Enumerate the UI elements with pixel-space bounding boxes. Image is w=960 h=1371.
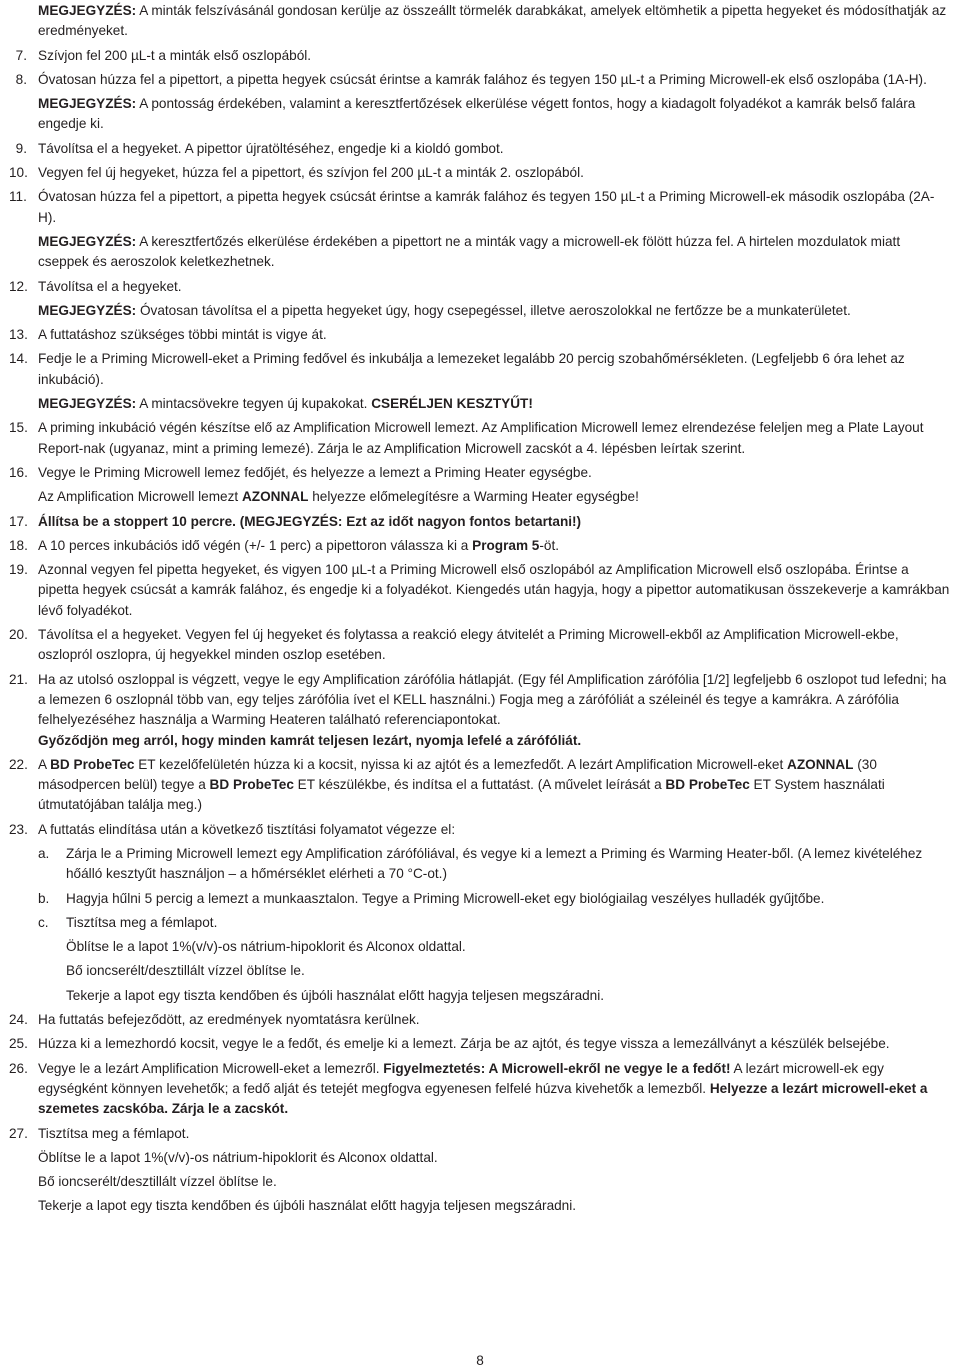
step-16-continuation (0, 487, 960, 507)
substep-detail: Bő ioncserélt/desztillált vízzel öblítse le. (66, 963, 305, 979)
step-text: Szívjon fel 200 µL-t a minták első oszlopából. (38, 47, 312, 63)
substep-text: Zárja le a Priming Microwell lemezt egy Amplification zárófóliával, és vegye ki a lemezt a Priming és Warming Heater-ből. (A lemez kivételéhez hőálló kesztyűt használjon – a hőmérséklet elérheti a 70 °C-ot.) (66, 845, 923, 882)
step-12 (0, 277, 960, 297)
note-emphasis: CSERÉLJEN KESZTYŰT! (371, 396, 533, 412)
step-text: Vegye le Priming Microwell lemez fedőjét, és helyezze a lemezt a Priming Heater egységbe. (38, 464, 592, 480)
note-text: Óvatosan távolítsa el a pipetta hegyeket úgy, hogy csepegéssel, illetve aeroszolokkal ne fertőzze be a munkaterületet. (136, 302, 851, 318)
step-14 (0, 349, 960, 390)
step-text: ET készülékbe, és indítsa el a futtatást. (A művelet leírását a (293, 777, 666, 793)
note-text: A pontosság érdekében, valamint a keresztfertőzések elkerülése végett fontos, hogy a kiadagolt folyadékot a kamrák belső falára engedje ki. (38, 96, 916, 132)
step-text: Távolítsa el a hegyeket. Vegyen fel új hegyeket és folytassa a reakció elegy átvitelét a Priming Microwell-ekből az Amplification Microwell-ekbe, oszlopról oszlopra, új hegyekkel minden oszlop esetében. (38, 627, 899, 663)
step-number: 15. (9, 420, 28, 436)
step-19 (0, 560, 960, 621)
document-page (0, 1, 960, 1217)
substep-c (38, 913, 950, 933)
step-text: Azonnal vegyen fel pipetta hegyeket, és vigyen 100 µL-t a Priming Microwell első oszlopából az Amplification Microwell első oszlopába. Érintse a pipetta hegyek csúcsát a kamrák falához, és engedje ki a folyadékot. Kiengedés után hagyja, hogy a pipettor automatikusan összekeverje a kamrákban lévő folyadékot. (38, 562, 950, 618)
step-text: Távolítsa el a hegyeket. (38, 278, 182, 294)
step-16 (0, 463, 960, 483)
step-number: 22. (9, 756, 28, 772)
step-text: A (38, 756, 51, 772)
step-text: (30 másodpercen belül) tegye a (38, 756, 877, 793)
step-emphasis: Program 5 (472, 537, 540, 553)
step-text: ET kezelőfelületén húzza ki a kocsit, nyissa ki az ajtót és a lemezfedőt. A lezárt Amplification Microwell-eket (134, 756, 787, 772)
step-detail: Tekerje a lapot egy tiszta kendőben és újbóli használat előtt hagyja teljesen megszáradni. (38, 1198, 577, 1214)
step-21 (0, 670, 960, 751)
step-10 (0, 163, 960, 183)
step-number: 25. (9, 1036, 28, 1052)
step-number: 10. (9, 165, 28, 181)
step-text: Húzza ki a lemezhordó kocsit, vegye le a fedőt, és emelje ki a lemezt. Zárja be az ajtót, és tegye vissza a lemezállványt a készülék belsejébe. (38, 1036, 890, 1052)
step-emphasis: Állítsa be a stoppert 10 percre. (MEGJEGYZÉS: Ezt az időt nagyon fontos betartani!) (38, 513, 582, 529)
substep-detail: Öblítse le a lapot 1%(v/v)-os nátrium-hipoklorit és Alconox oldattal. (66, 939, 466, 955)
step-emphasis: Helyezze a lezárt microwell-eket a szemetes zacskóba. Zárja le a zacskót. (38, 1080, 928, 1117)
step-text: A futtatás elindítása után a következő tisztítási folyamatot végezze el: (38, 821, 456, 837)
substep-letter: a. (38, 845, 50, 861)
step-number: 27. (9, 1125, 28, 1141)
substep-a (38, 844, 950, 885)
step-number: 17. (9, 513, 28, 529)
substep-text: Tisztítsa meg a fémlapot. (66, 914, 218, 930)
page-number: 8 (476, 1353, 484, 1368)
note-label: MEGJEGYZÉS: (38, 396, 137, 412)
step-27 (0, 1124, 960, 1217)
step-number: 23. (9, 821, 28, 837)
step-15 (0, 418, 960, 459)
step-text: Fedje le a Priming Microwell-eket a Priming fedővel és inkubálja a lemezeket legalább 20 percig szobahőmérsékleten. (Legfeljebb 6 óra lehet az inkubáció). (38, 351, 905, 387)
step-emphasis: Győződjön meg arról, hogy minden kamrát teljesen lezárt, nyomja lefelé a zárófóliát. (38, 732, 582, 748)
step-number: 16. (9, 464, 28, 480)
step-number: 9. (15, 140, 27, 156)
step-text: -öt. (539, 537, 560, 553)
step-22 (0, 755, 960, 816)
note-label: MEGJEGYZÉS: (38, 233, 137, 249)
note-text: A mintacsövekre tegyen új kupakokat. (136, 396, 372, 412)
product-name: BD ProbeTec (665, 777, 750, 793)
step-emphasis: AZONNAL (241, 489, 309, 505)
step-number: 13. (9, 327, 28, 343)
step-emphasis: AZONNAL (787, 756, 854, 772)
step-number: 18. (9, 537, 28, 553)
step-detail: Öblítse le a lapot 1%(v/v)-os nátrium-hipoklorit és Alconox oldattal. (38, 1149, 438, 1165)
note-1 (0, 1, 960, 42)
step-text: Ha az utolsó oszloppal is végzett, vegye le egy Amplification zárófólia hátlapját. (Egy fél Amplification zárófólia [1/2] legfeljebb 6 oszlopot tud lefedni; ha a lemezen 6 oszlopnál több van, egy teljes zárófólia ívet el KELL használni.) Fogja meg a zárófóliát a széleinél és tegye a kamrákra. A zárófólia felhelyezéséhez használja a Warming Heateren található referenciapontokat. (38, 671, 947, 728)
step-detail: Bő ioncserélt/desztillált vízzel öblítse le. (38, 1174, 277, 1190)
step-13 (0, 325, 960, 345)
step-text: A lezárt microwell-ek egy egységként könnyen levehetők; a fedő alját és tetejét megfogva egyenesen felfelé húzva kivehetők a lemezből. (38, 1060, 884, 1096)
step-8 (0, 70, 960, 90)
step-number: 20. (9, 627, 28, 643)
step-number: 8. (15, 71, 27, 87)
step-text: Óvatosan húzza fel a pipettort, a pipetta hegyek csúcsát érintse a kamrák falához és tegyen 150 µL-t a Priming Microwell-ek első oszlopába (1A-H). (38, 71, 927, 87)
substep-letter: b. (38, 890, 50, 906)
step-text: helyezze előmelegítésre a Warming Heater egységbe! (308, 489, 639, 505)
substep-letter: c. (38, 914, 49, 930)
step-25 (0, 1034, 960, 1054)
substep-b (38, 889, 950, 909)
step-number: 21. (9, 671, 28, 687)
step-23 (0, 820, 960, 1006)
step-number: 26. (9, 1060, 28, 1076)
product-name: BD ProbeTec (50, 756, 135, 772)
step-24 (0, 1010, 960, 1030)
substep-text: Hagyja hűlni 5 percig a lemezt a munkaasztalon. Tegye a Priming Microwell-eket egy biológiailag veszélyes hulladék gyűjtőbe. (66, 890, 825, 906)
step-7 (0, 46, 960, 66)
step-text: ET System használati útmutatójában találja meg.) (38, 777, 885, 813)
step-number: 7. (15, 47, 27, 63)
warning-text: Figyelmeztetés: A Microwell-ekről ne vegye le a fedőt! (383, 1060, 731, 1076)
product-name: BD ProbeTec (209, 777, 294, 793)
step-18 (0, 536, 960, 556)
step-text: Vegyen fel új hegyeket, húzza fel a pipettort, és szívjon fel 200 µL-t a minták 2. oszlopából. (38, 165, 584, 181)
note-5 (0, 394, 960, 414)
step-number: 24. (9, 1012, 28, 1028)
step-number: 12. (9, 278, 28, 294)
step-11 (0, 187, 960, 228)
note-2 (0, 94, 960, 135)
step-text: A futtatáshoz szükséges többi mintát is vigye át. (38, 327, 327, 343)
note-label: MEGJEGYZÉS: (38, 302, 137, 318)
step-text: A priming inkubáció végén készítse elő az Amplification Microwell lemezt. Az Amplification Microwell lemez elrendezése feleljen meg a Plate Layout Report-nak (ugyanaz, mint a priming lemezé). Zárja le az Amplification Microwell zacskót a 4. lépésben leírtak szerint. (38, 420, 924, 456)
note-label: MEGJEGYZÉS: (38, 3, 137, 18)
step-17 (0, 512, 960, 532)
step-text: Ha futtatás befejeződött, az eredmények nyomtatásra kerülnek. (38, 1012, 420, 1028)
step-26 (0, 1059, 960, 1120)
step-text: Távolítsa el a hegyeket. A pipettor újratöltéséhez, engedje ki a kioldó gombot. (38, 140, 504, 156)
note-4 (0, 301, 960, 321)
step-text: Óvatosan húzza fel a pipettort, a pipetta hegyek csúcsát érintse a kamrák falához és tegyen 150 µL-t a Priming Microwell-ek második oszlopába (2A-H). (38, 189, 935, 225)
note-text: A keresztfertőzés elkerülése érdekében a pipettort ne a minták vagy a microwell-ek fölött húzza fel. A hirtelen mozdulatok miatt cseppek és aeroszolok keletkezhetnek. (38, 233, 901, 270)
step-text: A 10 perces inkubációs idő végén (+/- 1 perc) a pipettoron válassza ki a (38, 537, 473, 553)
step-9 (0, 139, 960, 159)
step-text: Tisztítsa meg a fémlapot. (38, 1125, 190, 1141)
step-number: 19. (9, 562, 28, 578)
step-text: Az Amplification Microwell lemezt (38, 489, 242, 505)
step-text: Vegye le a lezárt Amplification Microwell-eket a lemezről. (38, 1060, 384, 1076)
step-number: 14. (9, 351, 28, 367)
step-number: 11. (9, 189, 27, 205)
note-label: MEGJEGYZÉS: (38, 96, 137, 112)
note-3 (0, 232, 960, 273)
substep-detail: Tekerje a lapot egy tiszta kendőben és újbóli használat előtt hagyja teljesen megszáradni. (66, 987, 605, 1003)
note-text: A minták felszívásánál gondosan kerülje az összeállt törmelék darabkákat, amelyek eltömhetik a pipetta hegyeket és módosíthatják az eredményeket. (38, 3, 947, 39)
step-20 (0, 625, 960, 666)
